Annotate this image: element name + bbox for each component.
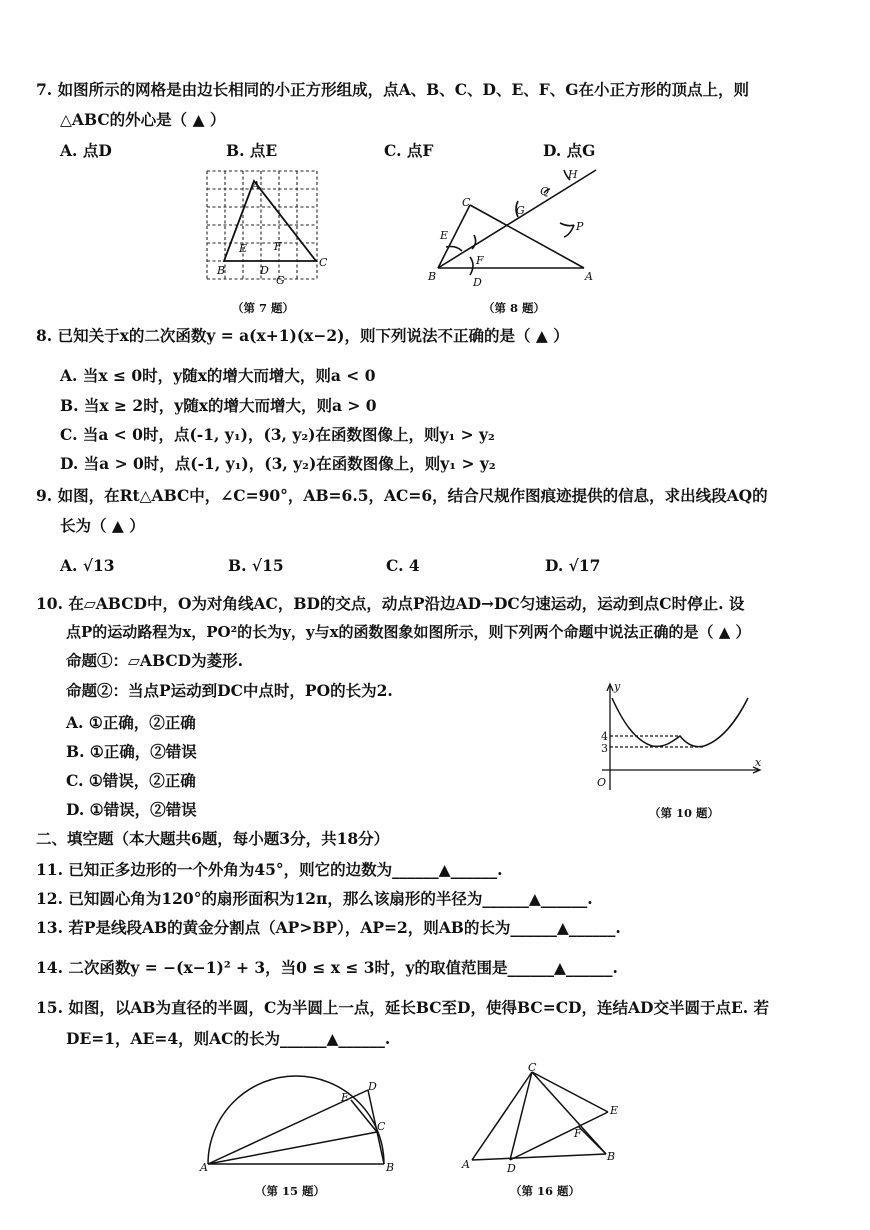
q15-stem-line1: 15. 如图，以AB为直径的半圆，C为半圆上一点，延长BC至D，使得BC=CD，连结AD交半圆于点E. 若	[36, 998, 770, 1017]
q11: 11. 已知正多边形的一个外角为45°，则它的边数为______▲______.	[36, 860, 503, 879]
q7-caption: （第 7 题）	[232, 301, 295, 315]
q15-label-b: B	[386, 1161, 395, 1174]
q9-option-a: A. √13	[60, 556, 115, 575]
q16-label-b: B	[607, 1150, 616, 1163]
q7-option-b: B. 点E	[226, 141, 278, 160]
q15-semicircle	[208, 1076, 384, 1164]
q8-label-g: G	[516, 204, 525, 217]
q8-stem: 8. 已知关于x的二次函数y = a(x+1)(x−2)，则下列说法不正确的是（ ▲ ）	[36, 326, 569, 345]
q10-stem-line1: 10. 在▱ABCD中，O为对角线AC，BD的交点，动点P沿边AD→DC匀速运动，运动到点C时停止. 设	[36, 594, 745, 613]
q10-tick-3: 3	[601, 742, 608, 755]
q10-option-c: C. ①错误，②正确	[66, 771, 196, 790]
q10-function-graph	[592, 680, 767, 795]
q16-label-e: E	[610, 1104, 619, 1117]
q10-caption: （第 10 题）	[649, 806, 720, 820]
q7-option-d: D. 点G	[543, 141, 596, 160]
q15-label-d: D	[368, 1080, 377, 1093]
q7-label-e: E	[239, 242, 248, 255]
q16-label-a: A	[462, 1158, 470, 1171]
q14: 14. 二次函数y = −(x−1)² + 3，当0 ≤ x ≤ 3时，y的取值范围是______▲______.	[36, 958, 618, 977]
q10-option-d: D. ①错误，②错误	[66, 800, 197, 819]
q15-stem-line2: DE=1，AE=4，则AC的长为______▲______.	[66, 1029, 391, 1048]
q8-label-c: C	[462, 196, 471, 209]
q8-label-b: B	[428, 270, 437, 283]
q9-option-c: C. 4	[386, 556, 420, 575]
q7-label-f: F	[274, 240, 282, 253]
q7-stem-line1: 7. 如图所示的网格是由边长相同的小正方形组成，点A、B、C、D、E、F、G在小正方形的顶点上，则	[36, 80, 750, 99]
q10-x-label: x	[755, 756, 762, 769]
q10-tick-4: 4	[601, 730, 608, 743]
q7-label-b: B	[217, 264, 226, 277]
q10-option-b: B. ①正确，②错误	[66, 742, 197, 761]
q8-option-a: A. 当x ≤ 0时，y随x的增大而增大，则a < 0	[60, 366, 376, 385]
q15-label-a: A	[200, 1161, 208, 1174]
q7-label-g: G	[276, 274, 285, 287]
q8-caption: （第 8 题）	[483, 301, 546, 315]
q15-semicircle-figure	[200, 1068, 400, 1178]
q9-option-b: B. √15	[228, 556, 284, 575]
q9-stem-line2: 长为（ ▲ ）	[60, 516, 145, 535]
q16-label-c: C	[528, 1061, 537, 1074]
q8-option-b: B. 当x ≥ 2时，y随x的增大而增大，则a > 0	[60, 396, 377, 415]
q8-construction-figure	[424, 165, 609, 290]
q10-y-label: y	[614, 680, 621, 693]
q7-stem-line2: △ABC的外心是（ ▲ ）	[60, 110, 226, 129]
q7-grid-figure	[204, 168, 328, 290]
q15-caption: （第 15 题）	[255, 1184, 326, 1198]
q7-label-a: A	[252, 179, 260, 192]
q8-label-p: P	[576, 220, 584, 233]
q10-stem-line2: 点P的运动路程为x，PO²的长为y，y与x的函数图象如图所示，则下列两个命题中说法正确的是（ ▲ ）	[66, 623, 751, 641]
q15-label-c: C	[377, 1120, 386, 1133]
q8-label-q: Q	[540, 185, 550, 198]
q12: 12. 已知圆心角为120°的扇形面积为12π，那么该扇形的半径为______▲______.	[36, 889, 593, 908]
q8-option-c: C. 当a < 0时，点(-1, y₁)，(3, y₂)在函数图像上，则y₁ > y₂	[60, 425, 495, 444]
section-2-heading: 二、填空题（本大题共6题，每小题3分，共18分）	[36, 829, 390, 848]
q7-triangle-abc	[224, 181, 316, 261]
q16-label-f: F	[574, 1127, 582, 1140]
q8-label-f: F	[476, 254, 484, 267]
q10-proposition-2: 命题②：当点P运动到DC中点时，PO的长为2.	[66, 681, 393, 700]
q10-curve	[612, 698, 748, 747]
q7-label-d: D	[260, 264, 269, 277]
q8-label-h: H	[568, 168, 578, 181]
q9-option-d: D. √17	[545, 556, 601, 575]
q10-proposition-1: 命题①：▱ABCD为菱形.	[66, 651, 244, 670]
q8-option-d: D. 当a > 0时，点(-1, y₁)，(3, y₂)在函数图像上，则y₁ > y₂	[60, 454, 496, 473]
q7-option-a: A. 点D	[60, 141, 112, 160]
q9-stem-line1: 9. 如图，在Rt△ABC中，∠C=90°，AB=6.5，AC=6，结合尺规作图痕迹提供的信息，求出线段AQ的	[36, 486, 768, 505]
q8-label-e: E	[440, 229, 449, 242]
q15-label-e: E	[341, 1091, 350, 1104]
q16-caption: （第 16 题）	[510, 1184, 581, 1198]
q10-origin-label: O	[597, 776, 607, 789]
q7-option-c: C. 点F	[384, 141, 434, 160]
q15-line-ac	[208, 1132, 377, 1164]
q8-label-a: A	[585, 270, 593, 283]
q16-triangle-figure	[460, 1061, 630, 1175]
q8-label-d: D	[473, 276, 482, 289]
q10-option-a: A. ①正确，②正确	[66, 713, 196, 732]
q16-label-d: D	[507, 1162, 516, 1175]
q7-label-c: C	[319, 256, 328, 269]
q13: 13. 若P是线段AB的黄金分割点（AP>BP），AP=2，则AB的长为______▲______.	[36, 918, 621, 937]
